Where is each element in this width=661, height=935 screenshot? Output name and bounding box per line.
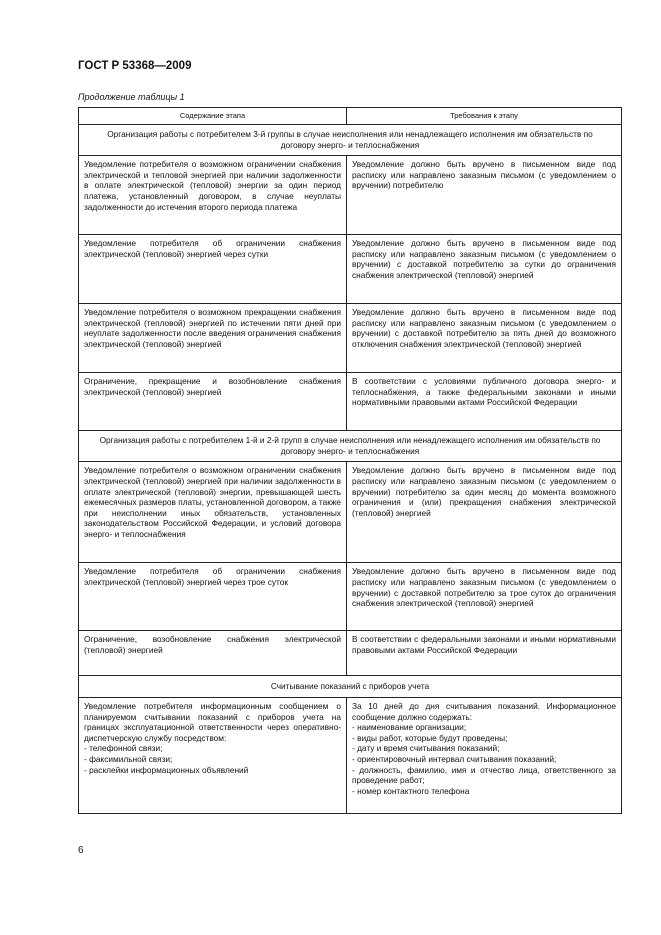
list-item: - наименование организации; [352,722,467,733]
list-item: - телефонной связи; [84,743,163,754]
table-row [79,156,622,235]
table-row [79,563,622,631]
table-caption: Продолжение таблицы 1 [78,92,185,102]
stage-content-text: Уведомление потребителя информационным сообщением о планируемом считывании показаний с приборов учета на границах эксплуатационной ответственности через оперативно-диспетчерскую службу посредством: [84,700,341,743]
standard-number: ГОСТ Р 53368—2009 [78,60,192,72]
table-row [79,462,622,563]
table-row [79,235,622,304]
list-item: - факсимильной связи; [84,753,173,764]
column-header-requirements: Требования к этапу [347,108,622,125]
stage-requirement-cell: Уведомление должно быть вручено в письменном виде под расписку или направлено заказным письмом (с уведомлением о вручении) с доставкой потребителю за трое суток до ограничения снабжения электрической (тепловой) энергией [347,563,622,631]
list-item: - виды работ, которые будут проведены; [352,732,508,743]
stage-requirement-cell: Уведомление должно быть вручено в письменном виде под расписку или направлено заказным письмом (с уведомлением о вручении) с доставкой потребителю за пять дней до возможного отключения снабжения электрической (тепловой) энергией [347,304,622,373]
table-row [79,304,622,373]
section-row [79,125,622,156]
requirements-table [78,107,622,814]
stage-requirement-cell: Уведомление должно быть вручено в письменном виде под расписку или направлено заказным письмом (с уведомлением о вручении) потребителю [347,156,622,235]
stage-content-cell: Уведомление потребителя об ограничении снабжения электрической (тепловой) энергией через сутки [79,235,347,304]
table-row [79,373,622,431]
list-item: - должность, фамилию, имя и отчество лица, ответственного за проведение работ; [352,764,616,786]
page-number: 6 [78,845,84,856]
list-item: - номер контактного телефона [352,785,470,796]
table-row [79,631,622,676]
stage-requirement-text: За 10 дней до дня считывания показаний. Информационное сообщение должно содержать: [352,700,616,722]
stage-requirement-cell [347,697,622,813]
stage-content-cell: Уведомление потребителя о возможном ограничении снабжения электрической (тепловой) энергией при наличии задолженности в оплате электрической (тепловой) энергии, превышающей шесть ежемесячных размеров платы, установленной договором, а также при неисполнении иных обязательств, установленных законодательством Российской Федерации, и условий договора энерго- и теплоснабжения [79,462,347,563]
stage-content-cell: Уведомление потребителя о возможном ограничении снабжения электрической и тепловой энергией при наличии задолженности в оплате электрической (тепловой) энергии за один период платежа, установленный договором, в случае неуплаты задолженности до истечения второго периода платежа [79,156,347,235]
table-row [79,697,622,813]
stage-requirement-cell: В соответствии с условиями публичного договора энерго- и теплоснабжения, а также федеральными законами и иными нормативными правовыми актами Российской Федерации [347,373,622,431]
stage-requirement-cell: В соответствии с федеральными законами и иными нормативными правовыми актами Российской Федерации [347,631,622,676]
stage-content-cell: Ограничение, прекращение и возобновление снабжения электрической (тепловой) энергией [79,373,347,431]
stage-content-cell: Ограничение, возобновление снабжения электрической (тепловой) энергией [79,631,347,676]
section-title: Считывание показаний с приборов учета [79,676,622,698]
stage-requirement-cell: Уведомление должно быть вручено в письменном виде под расписку или направлено заказным письмом (с уведомлением о вручении) с доставкой потребителю за сутки до ограничения снабжения электрической (тепловой) энергией [347,235,622,304]
column-header-content: Содержание этапа [79,108,347,125]
table-header-row [79,108,622,125]
stage-content-cell [79,697,347,813]
stage-requirement-cell: Уведомление должно быть вручено в письменном виде под расписку или направлено заказным письмом (с уведомлением о вручении) потребителю за один месяц до момента возможного ограничения и (или) прекращения снабжения электрической (тепловой) энергией [347,462,622,563]
list-item: - расклейки информационных объявлений [84,764,249,775]
list-item: - ориентировочный интервал считывания показаний; [352,753,557,764]
section-title: Организация работы с потребителем 3-й группы в случае неисполнения или ненадлежащего исполнения им обязательств по договору энерго- и теплоснабжения [79,125,622,156]
section-row [79,431,622,462]
list-item: - дату и время считывания показаний; [352,743,500,754]
stage-content-cell: Уведомление потребителя о возможном прекращении снабжения электрической (тепловой) энергией по истечении пяти дней при неуплате задолженности после введения ограничения снабжения электрической (тепловой) энергией [79,304,347,373]
section-row [79,676,622,698]
section-title: Организация работы с потребителем 1-й и 2-й групп в случае неисполнения или ненадлежащего исполнения им обязательств по договору энерго- и теплоснабжения [79,431,622,462]
stage-content-cell: Уведомление потребителя об ограничении снабжения электрической (тепловой) энергией через трое суток [79,563,347,631]
